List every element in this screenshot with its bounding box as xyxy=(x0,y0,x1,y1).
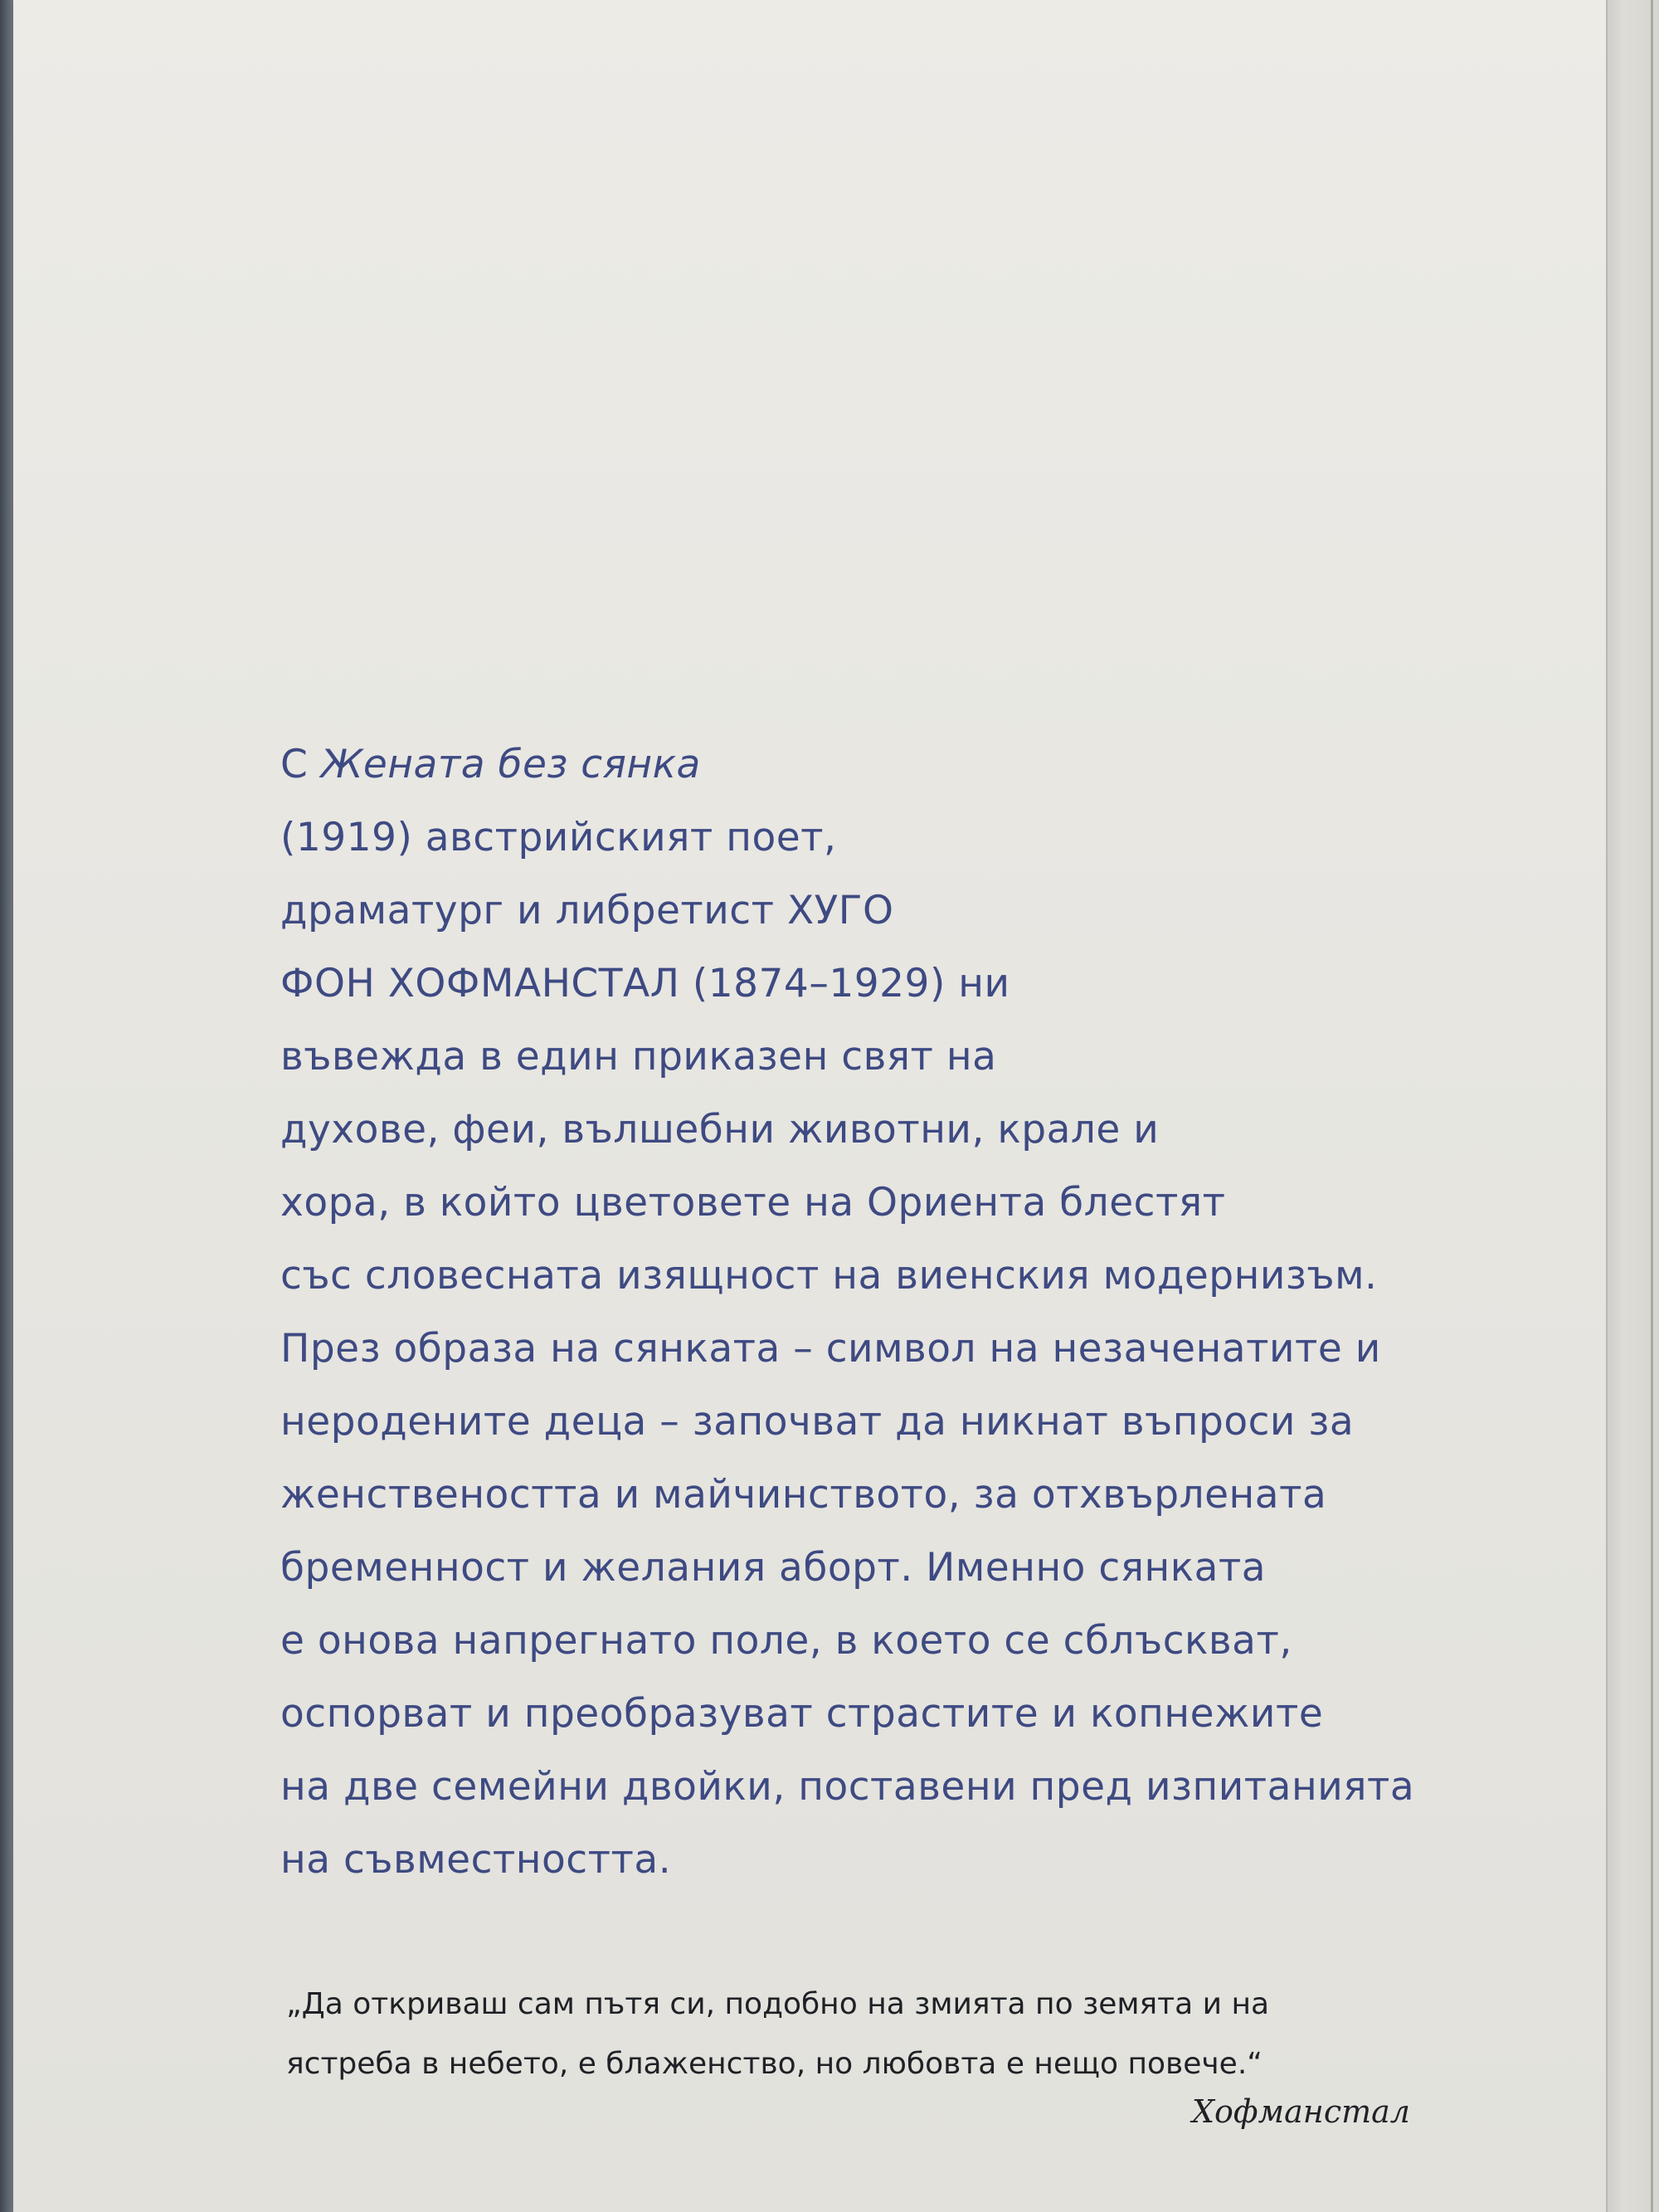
quote-line-1: „Да откриваш сам пътя си, подобно на змията по земята и на xyxy=(286,1987,1270,2021)
description-prefix: С xyxy=(280,742,321,787)
description-line-3: драматург и либретист ХУГО xyxy=(280,888,894,933)
quote xyxy=(286,1975,1414,2094)
description-line-5: въвежда в един приказен свят на xyxy=(280,1034,997,1079)
description-line-10: неродените деца – започват да никнат въпроси за xyxy=(280,1399,1355,1445)
description-line-15: на две семейни двойки, поставени пред изпитанията xyxy=(280,1764,1415,1810)
description-line-2: (1919) австрийският поет, xyxy=(280,815,837,860)
quote-author: Хофманстал xyxy=(1191,2093,1410,2130)
cover-edge-line xyxy=(1651,0,1653,2212)
quote-line-2: ястреба в небето, е блаженство, но любовта е нещо повече.“ xyxy=(286,2047,1262,2081)
description-line-9: През образа на сянката – символ на незаченатите и xyxy=(280,1326,1381,1372)
description-line-1 xyxy=(280,728,1433,801)
description-line-4: ФОН ХОФМАНСТАЛ (1874–1929) ни xyxy=(280,961,1010,1006)
book-description xyxy=(280,728,1433,1897)
description-line-8: със словесната изящност на виенския модернизъм. xyxy=(280,1253,1378,1298)
description-line-11: женствеността и майчинството, за отхвърлената xyxy=(280,1472,1327,1518)
description-line-13: е онова напрегнато поле, в което се сблъскват, xyxy=(280,1618,1292,1664)
description-line-6: духове, феи, вълшебни животни, крале и xyxy=(280,1107,1160,1152)
description-line-14: оспорват и преобразуват страстите и копнежите xyxy=(280,1691,1324,1737)
description-line-12: бременност и желания аборт. Именно сянката xyxy=(280,1545,1267,1591)
book-title: Жената без сянка xyxy=(320,742,701,787)
description-line-7: хора, в който цветовете на Ориента блестят xyxy=(280,1180,1226,1225)
description-line-16: на съвместността. xyxy=(280,1837,672,1883)
